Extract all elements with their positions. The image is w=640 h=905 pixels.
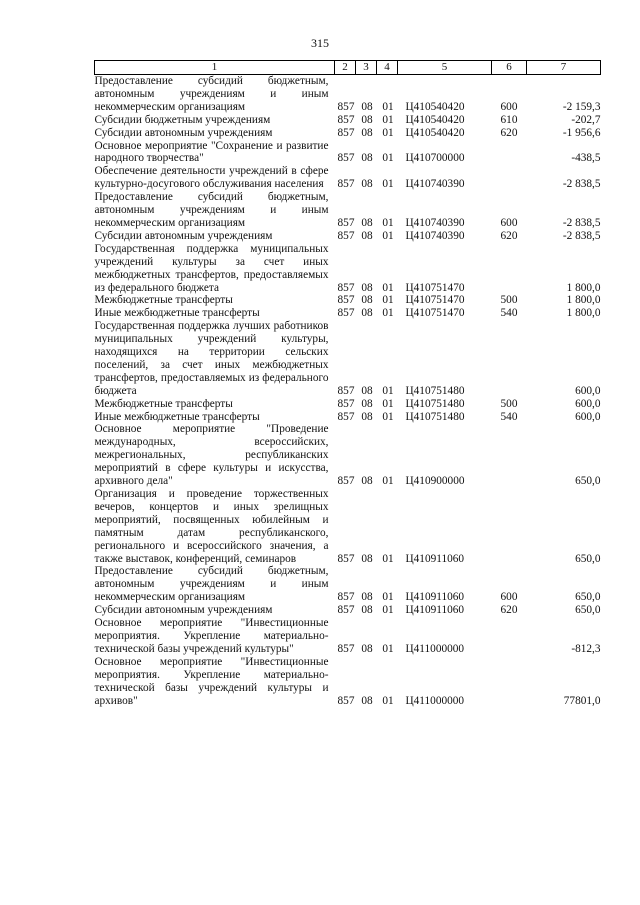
row-sum-cell: 1 800,0	[566, 294, 601, 307]
row-glav-cell: 857	[337, 475, 355, 488]
row-pr-cell: 01	[382, 591, 394, 604]
row-glav-cell: 857	[337, 126, 355, 139]
row-rz-cell: 08	[361, 410, 373, 423]
row-vr-cell	[492, 140, 527, 166]
row-rz-cell: 08	[361, 591, 373, 604]
row-vr-cell: 500	[500, 397, 518, 410]
row-vr-cell: 620	[500, 126, 518, 139]
row-name-cell: Государственная поддержка лучших работников муниципальных учреждений культуры, находящихся на территории сельских поселений, за счет иных межбюджетных трансфертов, предоставляемых из федерального бюджета	[94, 320, 329, 397]
row-rz-cell: 08	[361, 100, 373, 113]
row-rz-cell: 08	[361, 604, 373, 617]
table-row	[95, 75, 601, 114]
row-sum-cell: 1 800,0	[566, 307, 601, 320]
table-row	[95, 127, 601, 140]
table-body	[95, 75, 601, 708]
row-csr-cell: Ц410751480	[405, 397, 465, 410]
row-name-cell: Организация и проведение торжественных вечеров, концертов и иных зрелищных мероприятий, посвященных юбилейным и памятным датам республиканского, регионального и всероссийского значения, а также выставок, конференций, семинаров	[94, 488, 329, 565]
row-name-cell: Основное мероприятие "Инвестиционные мероприятия. Укрепление материально-технической базы учреждений культуры"	[94, 617, 329, 655]
row-rz-cell: 08	[361, 397, 373, 410]
row-pr-cell: 01	[382, 552, 394, 565]
row-pr-cell: 01	[382, 126, 394, 139]
row-vr-cell: 600	[500, 100, 518, 113]
column-header-7: 7	[527, 61, 601, 75]
row-rz-cell: 08	[361, 475, 373, 488]
table-row	[95, 140, 601, 166]
row-sum-cell: -202,7	[571, 113, 601, 126]
row-pr-cell: 01	[382, 642, 394, 655]
row-pr-cell: 01	[382, 694, 394, 707]
table-header	[95, 61, 601, 75]
row-rz-cell: 08	[361, 294, 373, 307]
row-sum-cell: 77801,0	[563, 694, 601, 707]
column-header-1: 1	[95, 61, 335, 75]
row-csr-cell: Ц410751470	[405, 281, 465, 294]
row-sum-cell: 600,0	[575, 397, 601, 410]
row-vr-cell	[492, 320, 527, 397]
row-glav-cell: 857	[337, 604, 355, 617]
row-csr-cell: Ц410911060	[405, 604, 465, 617]
row-csr-cell: Ц410751480	[405, 384, 465, 397]
row-csr-cell: Ц410900000	[405, 475, 465, 488]
row-csr-cell: Ц410751470	[405, 294, 465, 307]
row-pr-cell: 01	[382, 178, 394, 191]
row-glav-cell: 857	[337, 100, 355, 113]
row-pr-cell: 01	[382, 281, 394, 294]
row-vr-cell	[492, 423, 527, 488]
row-name-cell: Субсидии бюджетным учреждениям	[94, 113, 271, 126]
column-header-4: 4	[377, 61, 398, 75]
row-sum-cell: 650,0	[575, 475, 601, 488]
table-row	[95, 617, 601, 656]
row-csr-cell: Ц410700000	[405, 152, 465, 165]
row-csr-cell: Ц410911060	[405, 591, 465, 604]
row-rz-cell: 08	[361, 126, 373, 139]
row-glav-cell: 857	[337, 294, 355, 307]
column-header-5: 5	[398, 61, 492, 75]
row-rz-cell: 08	[361, 178, 373, 191]
row-glav-cell: 857	[337, 397, 355, 410]
row-name-cell: Иные межбюджетные трансферты	[94, 410, 260, 423]
row-glav-cell: 857	[337, 642, 355, 655]
row-vr-cell: 610	[500, 113, 518, 126]
row-name-cell: Основное мероприятие "Проведение международных, всероссийских, межрегиональных, республиканских мероприятий в сфере культуры и искусства, архивного дела"	[94, 423, 329, 488]
table-row	[95, 656, 601, 708]
row-name-cell: Предоставление субсидий бюджетным, автономным учреждениям и иным некоммерческим организациям	[94, 191, 329, 229]
table-row	[95, 398, 601, 411]
row-glav-cell: 857	[337, 552, 355, 565]
row-rz-cell: 08	[361, 113, 373, 126]
row-csr-cell: Ц411000000	[405, 642, 465, 655]
row-sum-cell: -812,3	[571, 642, 601, 655]
row-csr-cell: Ц410740390	[405, 178, 465, 191]
row-sum-cell: 650,0	[575, 591, 601, 604]
row-sum-cell: 1 800,0	[566, 281, 601, 294]
row-vr-cell: 540	[500, 410, 518, 423]
table-row	[95, 243, 601, 295]
row-pr-cell: 01	[382, 410, 394, 423]
row-csr-cell: Ц410751470	[405, 307, 465, 320]
row-glav-cell: 857	[337, 152, 355, 165]
row-csr-cell: Ц410540420	[405, 100, 465, 113]
table-row	[95, 165, 601, 191]
row-vr-cell: 600	[500, 216, 518, 229]
row-glav-cell: 857	[337, 113, 355, 126]
row-pr-cell: 01	[382, 152, 394, 165]
row-name-cell: Предоставление субсидий бюджетным, автономным учреждениям и иным некоммерческим организациям	[94, 565, 329, 604]
row-glav-cell: 857	[337, 694, 355, 707]
row-glav-cell: 857	[337, 229, 355, 242]
row-vr-cell	[492, 165, 527, 191]
row-sum-cell: -1 956,6	[562, 126, 601, 139]
table-row	[95, 307, 601, 320]
row-name-cell: Межбюджетные трансферты	[94, 397, 233, 410]
row-pr-cell: 01	[382, 216, 394, 229]
row-vr-cell: 600	[500, 591, 518, 604]
row-rz-cell: 08	[361, 642, 373, 655]
row-glav-cell: 857	[337, 307, 355, 320]
row-sum-cell: 650,0	[575, 604, 601, 617]
row-pr-cell: 01	[382, 113, 394, 126]
row-pr-cell: 01	[382, 397, 394, 410]
table-row	[95, 411, 601, 424]
row-vr-cell	[492, 617, 527, 656]
row-pr-cell: 01	[382, 229, 394, 242]
table-row	[95, 230, 601, 243]
row-name-cell: Предоставление субсидий бюджетным, автономным учреждениям и иным некоммерческим организациям	[94, 75, 329, 113]
row-sum-cell: -2 838,5	[562, 229, 601, 242]
table-row	[95, 294, 601, 307]
row-sum-cell: -2 838,5	[562, 216, 601, 229]
row-name-cell: Обеспечение деятельности учреждений в сфере культурно-досугового обслуживания населения	[94, 165, 329, 191]
row-name-cell: Субсидии автономным учреждениям	[94, 604, 273, 617]
row-name-cell: Межбюджетные трансферты	[94, 294, 233, 307]
row-glav-cell: 857	[337, 410, 355, 423]
row-sum-cell: 650,0	[575, 552, 601, 565]
row-vr-cell: 620	[500, 229, 518, 242]
row-glav-cell: 857	[337, 281, 355, 294]
row-rz-cell: 08	[361, 552, 373, 565]
row-rz-cell: 08	[361, 384, 373, 397]
row-name-cell: Государственная поддержка муниципальных учреждений культуры за счет иных межбюджетных трансфертов, предоставляемых из федерального бюджета	[94, 242, 329, 294]
row-vr-cell	[492, 488, 527, 565]
row-name-cell: Основное мероприятие "Сохранение и развитие народного творчества"	[94, 139, 329, 165]
row-name-cell: Субсидии автономным учреждениям	[94, 229, 273, 242]
row-csr-cell: Ц410540420	[405, 113, 465, 126]
row-name-cell: Основное мероприятие "Инвестиционные мероприятия. Укрепление материально-технической базы учреждений культуры и архивов"	[94, 655, 329, 707]
row-pr-cell: 01	[382, 475, 394, 488]
table-row	[95, 114, 601, 127]
table-row	[95, 488, 601, 565]
row-csr-cell: Ц411000000	[405, 694, 465, 707]
row-glav-cell: 857	[337, 216, 355, 229]
column-header-2: 2	[335, 61, 356, 75]
row-name-cell: Субсидии автономным учреждениям	[94, 126, 273, 139]
table-row	[95, 604, 601, 617]
row-rz-cell: 08	[361, 307, 373, 320]
row-glav-cell: 857	[337, 384, 355, 397]
budget-table	[94, 60, 601, 707]
row-rz-cell: 08	[361, 694, 373, 707]
row-sum-cell: -2 159,3	[562, 100, 601, 113]
page-number: 315	[311, 36, 329, 50]
row-rz-cell: 08	[361, 216, 373, 229]
column-header-3: 3	[356, 61, 377, 75]
table-row	[95, 423, 601, 488]
row-vr-cell: 540	[500, 307, 518, 320]
row-vr-cell: 500	[500, 294, 518, 307]
row-glav-cell: 857	[337, 178, 355, 191]
table-row	[95, 191, 601, 230]
row-csr-cell: Ц410751480	[405, 410, 465, 423]
table-row	[95, 565, 601, 604]
row-csr-cell: Ц410911060	[405, 552, 465, 565]
row-pr-cell: 01	[382, 294, 394, 307]
row-pr-cell: 01	[382, 307, 394, 320]
row-csr-cell: Ц410740390	[405, 229, 465, 242]
row-pr-cell: 01	[382, 100, 394, 113]
row-rz-cell: 08	[361, 281, 373, 294]
row-sum-cell: 600,0	[575, 410, 601, 423]
row-rz-cell: 08	[361, 152, 373, 165]
row-csr-cell: Ц410540420	[405, 126, 465, 139]
row-vr-cell	[492, 243, 527, 295]
row-vr-cell	[492, 656, 527, 708]
row-glav-cell: 857	[337, 591, 355, 604]
column-header-6: 6	[492, 61, 527, 75]
table-row	[95, 320, 601, 397]
row-name-cell: Иные межбюджетные трансферты	[94, 307, 260, 320]
row-rz-cell: 08	[361, 229, 373, 242]
row-pr-cell: 01	[382, 604, 394, 617]
row-csr-cell: Ц410740390	[405, 216, 465, 229]
row-sum-cell: -438,5	[571, 152, 601, 165]
row-sum-cell: 600,0	[575, 384, 601, 397]
row-sum-cell: -2 838,5	[562, 178, 601, 191]
row-pr-cell: 01	[382, 384, 394, 397]
row-vr-cell: 620	[500, 604, 518, 617]
